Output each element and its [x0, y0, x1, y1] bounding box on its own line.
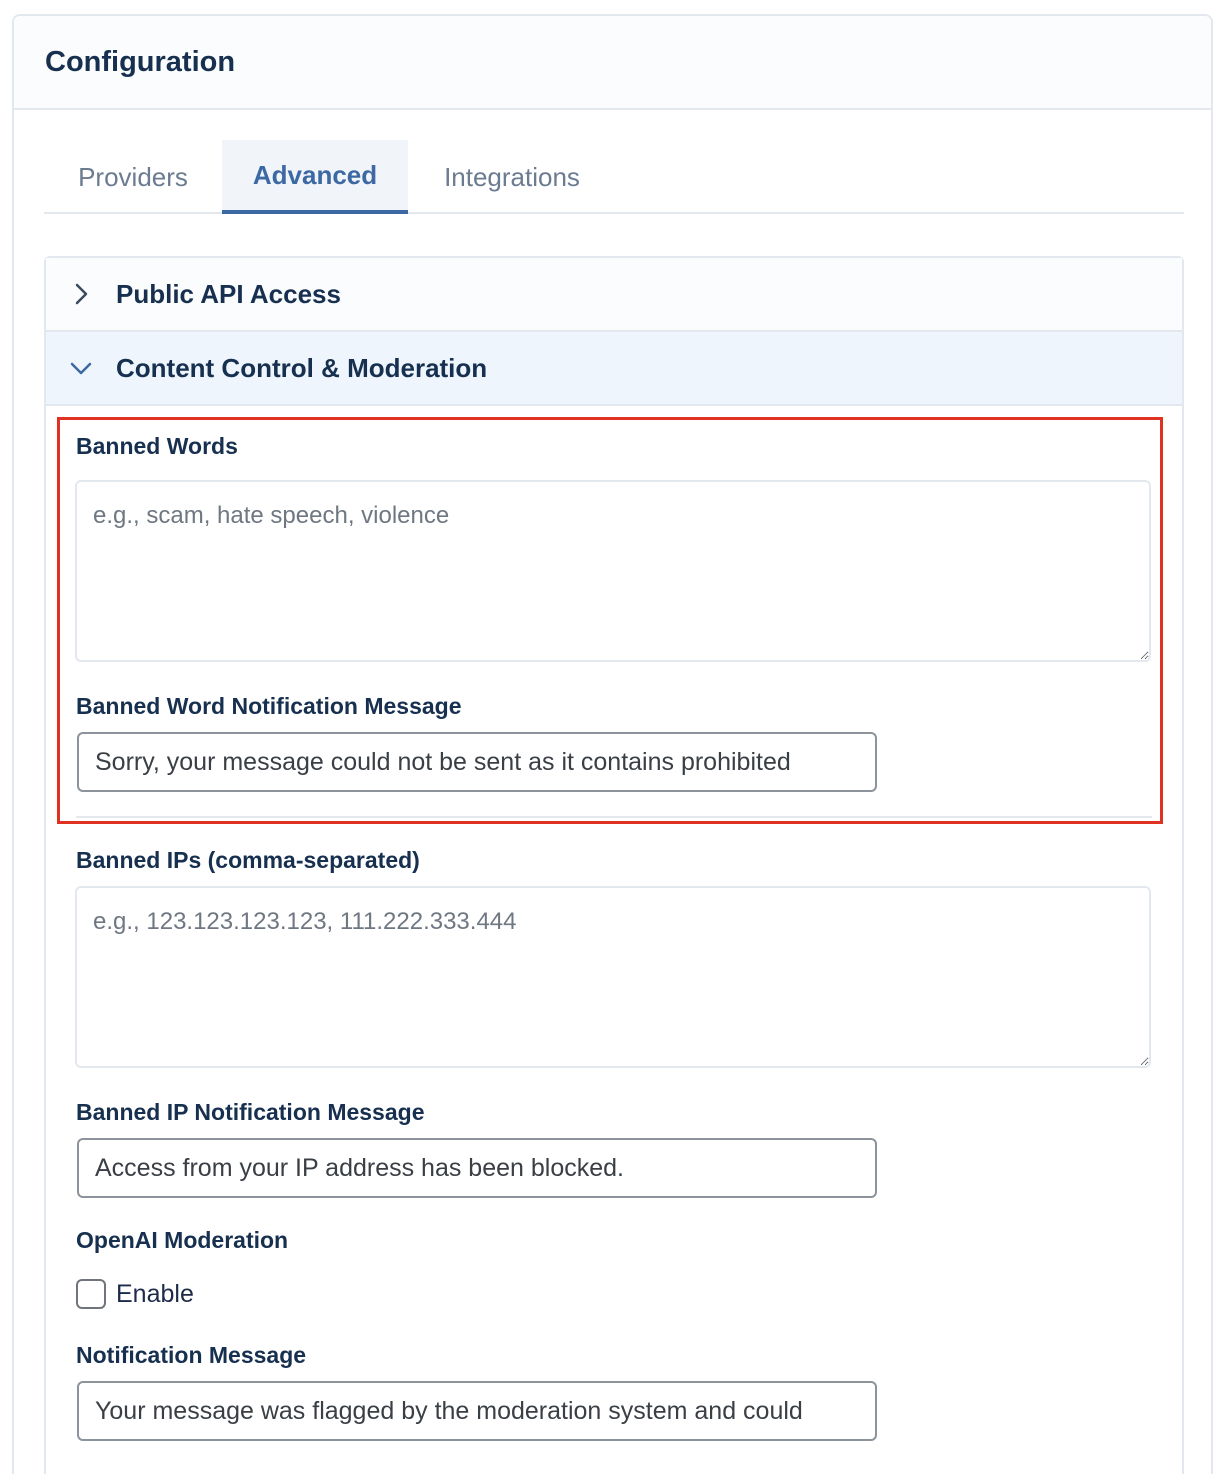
accordion-label: Content Control & Moderation — [116, 352, 488, 383]
accordion-header-public-api-access[interactable] — [46, 258, 1182, 332]
chevron-right-icon — [46, 282, 116, 306]
enable-checkbox-row[interactable] — [76, 1279, 194, 1309]
tab-integrations[interactable]: Integrations — [444, 161, 580, 192]
banned-ips-textarea[interactable] — [75, 886, 1151, 1068]
banned-ip-message-label: Banned IP Notification Message — [76, 1099, 425, 1125]
chevron-down-icon — [46, 360, 116, 376]
notification-message-label: Notification Message — [76, 1342, 307, 1368]
notification-message-input[interactable] — [77, 1381, 877, 1441]
tab-providers[interactable]: Providers — [78, 161, 188, 192]
banned-word-message-label: Banned Word Notification Message — [76, 693, 462, 719]
banned-ip-message-input[interactable] — [77, 1138, 877, 1198]
enable-checkbox-label[interactable]: Enable — [116, 1279, 194, 1308]
card-header — [14, 16, 1211, 110]
banned-ips-label: Banned IPs (comma-separated) — [76, 847, 420, 873]
banned-word-message-input[interactable] — [77, 732, 877, 792]
accordion-header-content-control[interactable] — [46, 332, 1182, 406]
openai-moderation-label: OpenAI Moderation — [76, 1227, 289, 1253]
accordion-label: Public API Access — [116, 278, 341, 309]
enable-checkbox[interactable] — [76, 1279, 106, 1309]
banned-words-label: Banned Words — [76, 433, 238, 459]
tab-bar — [44, 140, 1184, 214]
banned-words-textarea[interactable] — [75, 480, 1151, 662]
page-title: Configuration — [45, 46, 236, 78]
tab-advanced[interactable]: Advanced — [222, 140, 408, 214]
section-divider — [76, 816, 1152, 818]
